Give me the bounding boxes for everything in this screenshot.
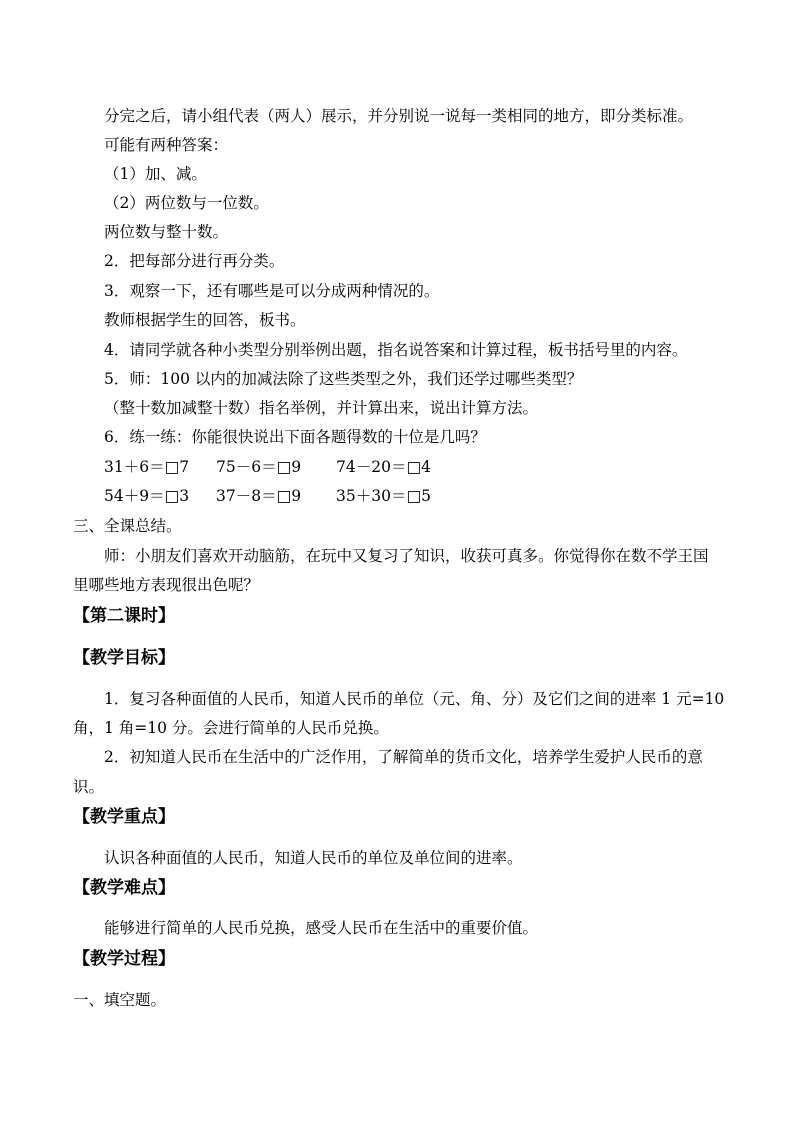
equation: 74－20＝□4 [336, 458, 431, 476]
section-heading: 一、填空题。 [73, 991, 167, 1009]
paragraph: 1．复习各种面值的人民币，知道人民币的单位（元、角、分）及它们之间的进率 1 元=10 [104, 690, 725, 708]
paragraph: 教师根据学生的回答，板书。 [104, 311, 306, 329]
paragraph: 2．把每部分进行再分类。 [104, 252, 285, 270]
paragraph: 能够进行简单的人民币兑换，感受人民币在生活中的重要价值。 [104, 919, 539, 937]
paragraph: 4．请同学就各种小类型分别举例出题，指名说答案和计算过程，板书括号里的内容。 [104, 341, 688, 359]
heading-goals: 【教学目标】 [73, 648, 175, 668]
paragraph: 6．练一练：你能很快说出下面各题得数的十位是几吗？ [104, 428, 486, 446]
heading-key-points: 【教学重点】 [73, 807, 175, 827]
equation: 31＋6＝□7 [104, 458, 190, 476]
section-heading: 三、全课总结。 [73, 517, 182, 535]
heading-difficulties: 【教学难点】 [73, 878, 175, 898]
equation: 37－8＝□9 [216, 487, 302, 505]
paragraph: 认识各种面值的人民币，知道人民币的单位及单位间的进率。 [104, 849, 523, 867]
paragraph: 2．初知道人民币在生活中的广泛作用，了解简单的货币文化，培养学生爱护人民币的意 [104, 748, 703, 766]
paragraph: （整十数加减整十数）指名举例，并计算出来，说出计算方法。 [104, 399, 539, 417]
paragraph: 两位数与整十数。 [104, 223, 229, 241]
paragraph: 分完之后，请小组代表（两人）展示，并分别说一说每一类相同的地方，即分类标准。 [104, 107, 694, 125]
equation: 54＋9＝□3 [104, 487, 190, 505]
paragraph: 识。 [73, 778, 105, 796]
paragraph: 师：小朋友们喜欢开动脑筋，在玩中又复习了知识，收获可真多。你觉得你在数不学王国 [104, 547, 709, 565]
equation: 35＋30＝□5 [336, 487, 431, 505]
heading-process: 【教学过程】 [73, 949, 175, 969]
paragraph: （1）加、减。 [104, 165, 207, 183]
paragraph: 里哪些地方表现很出色呢？ [73, 576, 260, 594]
paragraph: 角，1 角=10 分。会进行简单的人民币兑换。 [73, 719, 389, 737]
heading-lesson-2: 【第二课时】 [73, 606, 175, 626]
paragraph: 5．师：100 以内的加减法除了这些类型之外，我们还学过哪些类型？ [104, 370, 583, 388]
equation: 75－6＝□9 [216, 458, 302, 476]
paragraph: 3．观察一下，还有哪些是可以分成两种情况的。 [104, 282, 440, 300]
paragraph: （2）两位数与一位数。 [104, 194, 269, 212]
paragraph: 可能有两种答案： [104, 136, 229, 154]
